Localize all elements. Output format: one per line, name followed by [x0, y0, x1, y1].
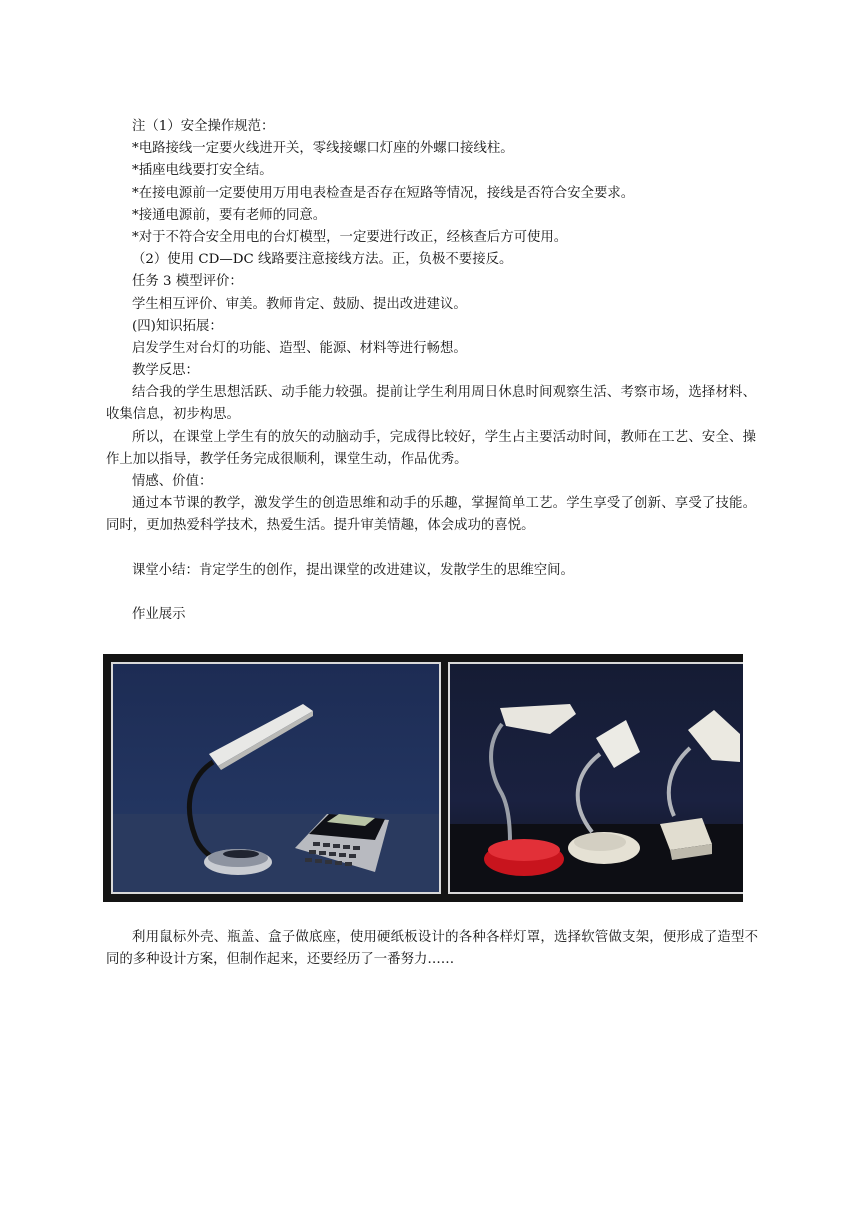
extension-heading: (四)知识拓展： [132, 318, 223, 334]
safety-rule-4: *接通电源前，要有老师的同意。 [132, 207, 327, 223]
safety-rule-2: *插座电线要打安全结。 [132, 163, 273, 179]
homework-heading: 作业展示 [132, 607, 186, 623]
reflection-paragraph-2: 所以，在课堂上学生有的放矢的动脑动手，完成得比较好，学生占主要活动时间，教师在工艺、安全、操作上加以指导，教学任务完成很顺利，课堂生动，作品优秀。 [106, 429, 756, 467]
emotion-heading: 情感、价值： [132, 474, 213, 490]
reflection-paragraph-1: 结合我的学生思想活跃、动手能力较强。提前让学生利用周日休息时间观察生活、考察市场，选择材料、收集信息，初步构思。 [106, 385, 756, 423]
lamp-with-mouse-base-photo [111, 662, 441, 894]
wiring-note: （2）使用 CD—DC 线路要注意接线方法。正，负极不要接反。 [132, 252, 513, 268]
homework-photos [103, 654, 743, 902]
homework-caption: 利用鼠标外壳、瓶盖、盒子做底座，使用硬纸板设计的各种各样灯罩，选择软管做支架，便形成了造型不同的多种设计方案，但制作起来，还要经历了一番努力…… [106, 930, 758, 968]
safety-rule-3: *在接电源前一定要使用万用电表检查是否存在短路等情况，接线是否符合安全要求。 [132, 185, 635, 201]
body-text [106, 116, 756, 626]
three-lamps-photo [448, 662, 743, 894]
safety-heading: 注（1）安全操作规范： [132, 119, 275, 134]
lesson-summary: 课堂小结：肯定学生的创作，提出课堂的改进建议，发散学生的思维空间。 [132, 562, 574, 578]
extension-text: 启发学生对台灯的功能、造型、能源、材料等进行畅想。 [132, 340, 467, 356]
task3-heading: 任务 3 模型评价： [132, 274, 243, 290]
task3-text: 学生相互评价、审美。教师肯定、鼓励、提出改进建议。 [132, 296, 467, 312]
reflection-heading: 教学反思： [132, 363, 199, 379]
safety-rule-5: *对于不符合安全用电的台灯模型，一定要进行改正，经核查后方可使用。 [132, 229, 568, 245]
safety-rule-1: *电路接线一定要火线进开关，零线接螺口灯座的外螺口接线柱。 [132, 141, 514, 157]
emotion-paragraph: 通过本节课的教学，激发学生的创造思维和动手的乐趣，掌握简单工艺。学生享受了创新、享受了技能。同时，更加热爱科学技术，热爱生活。提升审美情趣，体会成功的喜悦。 [106, 496, 756, 534]
